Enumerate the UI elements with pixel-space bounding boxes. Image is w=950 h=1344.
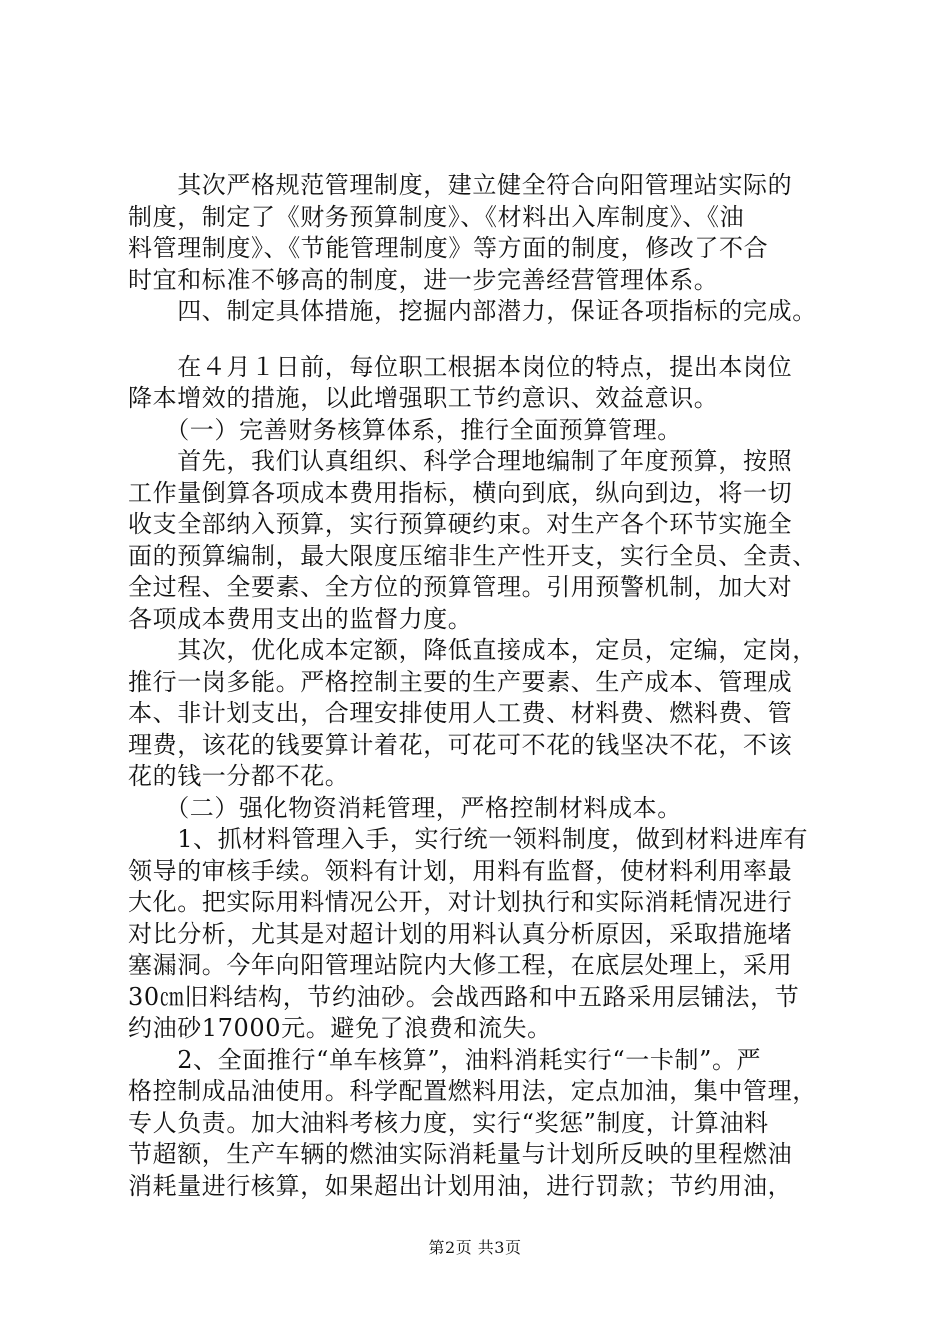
text-line: 收支全部纳入预算，实行预算硬约束。对生产各个环节实施全 bbox=[128, 510, 793, 538]
text-line: 全过程、全要素、全方位的预算管理。引用预警机制，加大对 bbox=[128, 573, 793, 601]
text-line: 本、非计划支出，合理安排使用人工费、材料费、燃料费、管 bbox=[128, 699, 793, 727]
text-line: 1、抓材料管理入手，实行统一领料制度，做到材料进库有 bbox=[128, 825, 809, 853]
text-line: 首先，我们认真组织、科学合理地编制了年度预算，按照 bbox=[128, 447, 793, 475]
text-line: 推行一岗多能。严格控制主要的生产要素、生产成本、管理成 bbox=[128, 667, 793, 696]
text-line: 工作量倒算各项成本费用指标，横向到底，纵向到边，将一切 bbox=[128, 478, 793, 507]
text-line: 节超额，生产车辆的燃油实际消耗量与计划所反映的里程燃油 bbox=[128, 1140, 793, 1168]
text-line: 时宜和标准不够高的制度，进一步完善经营管理体系。 bbox=[128, 265, 719, 294]
text-line: 格控制成品油使用。科学配置燃料用法，定点加油，集中管理， bbox=[128, 1077, 817, 1105]
text-line: 面的预算编制，最大限度压缩非生产性开支，实行全员、全责、 bbox=[128, 541, 817, 570]
text-line: 约油砂17000元。避免了浪费和流失。 bbox=[128, 1014, 552, 1042]
paragraph-gap bbox=[128, 328, 828, 352]
text-line: 专人负责。加大油料考核力度，实行“奖惩”制度，计算油料 bbox=[128, 1108, 769, 1137]
page-number-footer: 第2页 共3页 bbox=[428, 1238, 522, 1257]
text-line: 其次严格规范管理制度，建立健全符合向阳管理站实际的 bbox=[128, 171, 793, 199]
text-line: 花的钱一分都不花。 bbox=[128, 762, 350, 790]
text-line: 领导的审核手续。领料有计划，用料有监督，使材料利用率最 bbox=[128, 856, 793, 885]
document-body bbox=[128, 170, 828, 1202]
text-line: 消耗量进行核算，如果超出计划用油，进行罚款；节约用油， bbox=[128, 1171, 793, 1200]
text-line: 各项成本费用支出的监督力度。 bbox=[128, 604, 473, 633]
text-line: 降本增效的措施，以此增强职工节约意识、效益意识。 bbox=[128, 384, 719, 412]
text-line: 塞漏洞。今年向阳管理站院内大修工程，在底层处理上，采用 bbox=[128, 951, 793, 979]
text-line: 大化。把实际用料情况公开，对计划执行和实际消耗情况进行 bbox=[128, 888, 793, 916]
text-line: 30㎝旧料结构，节约油砂。会战西路和中五路采用层铺法，节 bbox=[128, 982, 800, 1011]
text-line: 四、制定具体措施，挖掘内部潜力，保证各项指标的完成。 bbox=[128, 297, 817, 325]
text-line: 制度，制定了《财务预算制度》、《材料出入库制度》、《油 bbox=[128, 202, 745, 231]
paragraph-block-2 bbox=[128, 352, 828, 1203]
text-line: 对比分析，尤其是对超计划的用料认真分析原因，采取措施堵 bbox=[128, 919, 793, 948]
text-line: 其次，优化成本定额，降低直接成本，定员，定编，定岗， bbox=[128, 636, 817, 664]
text-line: （一）完善财务核算体系，推行全面预算管理。 bbox=[128, 415, 682, 444]
text-line: 理费，该花的钱要算计着花，可花可不花的钱坚决不花，不该 bbox=[128, 730, 793, 759]
text-line: （二）强化物资消耗管理，严格控制材料成本。 bbox=[128, 793, 682, 822]
text-line: 料管理制度》、《节能管理制度》等方面的制度，修改了不合 bbox=[128, 234, 769, 262]
text-line: 2、全面推行“单车核算”，油料消耗实行“一卡制”。严 bbox=[128, 1045, 762, 1074]
paragraph-block-1 bbox=[128, 170, 828, 328]
text-line: 在４月１日前，每位职工根据本岗位的特点，提出本岗位 bbox=[128, 352, 793, 381]
